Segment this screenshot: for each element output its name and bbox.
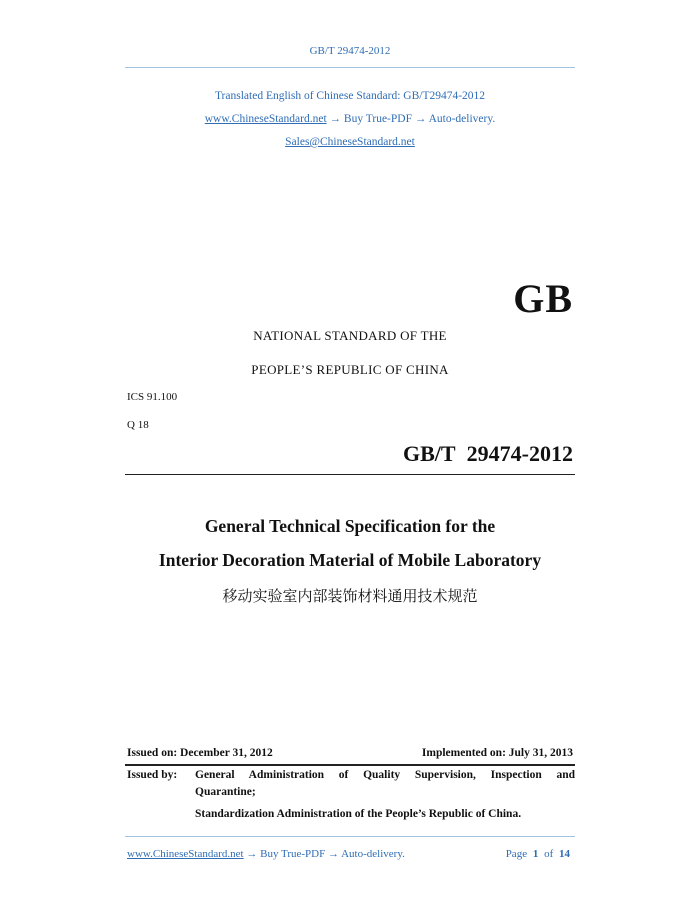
header-divider	[125, 67, 575, 68]
standard-number-divider	[125, 474, 575, 475]
page-current: 1	[532, 848, 539, 860]
ics-code: ICS 91.100	[127, 391, 178, 403]
issued-by-label: Issued by:	[127, 769, 178, 781]
promo-purchase-line	[0, 113, 700, 125]
issue-divider	[125, 764, 575, 766]
purchase-text: → Buy True-PDF → Auto-delivery.	[326, 113, 496, 125]
footer-divider	[125, 836, 575, 837]
issuer-line2: Quarantine;	[195, 786, 256, 798]
classification-code: Q 18	[127, 419, 149, 431]
running-head: GB/T 29474-2012	[309, 45, 391, 57]
email-link[interactable]: Sales@ChineseStandard.net	[285, 136, 415, 148]
issuer-line3: Standardization Administration of the People’s Republic of China.	[195, 808, 522, 820]
promo-email-line	[0, 136, 700, 148]
issuer-line1: General Administration of Quality Supervision, Inspection and	[195, 769, 575, 781]
promo-translation-line: Translated English of Chinese Standard: GB/T29474-2012	[214, 90, 486, 102]
page-total: 14	[559, 848, 570, 860]
standard-number: GB/T 29474-2012	[402, 441, 573, 466]
title-line2: Interior Decoration Material of Mobile Laboratory	[158, 550, 542, 570]
footer-purchase-text: → Buy True-PDF → Auto-delivery.	[243, 848, 405, 860]
site-link[interactable]: www.ChineseStandard.net	[204, 113, 327, 125]
title-line1: General Technical Specification for the	[204, 516, 496, 536]
footer-purchase-line	[127, 848, 405, 860]
page-indicator	[506, 848, 573, 860]
implemented-on-date: Implemented on: July 31, 2013	[421, 747, 573, 759]
page-label: Page	[505, 848, 528, 860]
gb-mark: GB	[513, 276, 573, 321]
footer-site-link[interactable]: www.ChineseStandard.net	[127, 848, 244, 860]
chinese-title: 移动实验室内部装饰材料通用技术规范	[222, 587, 478, 605]
issued-on-date: Issued on: December 31, 2012	[127, 747, 273, 759]
national-standard-line2: PEOPLE’S REPUBLIC OF CHINA	[251, 362, 449, 377]
national-standard-line1: NATIONAL STANDARD OF THE	[253, 328, 447, 343]
page-of-label: of	[544, 848, 554, 860]
